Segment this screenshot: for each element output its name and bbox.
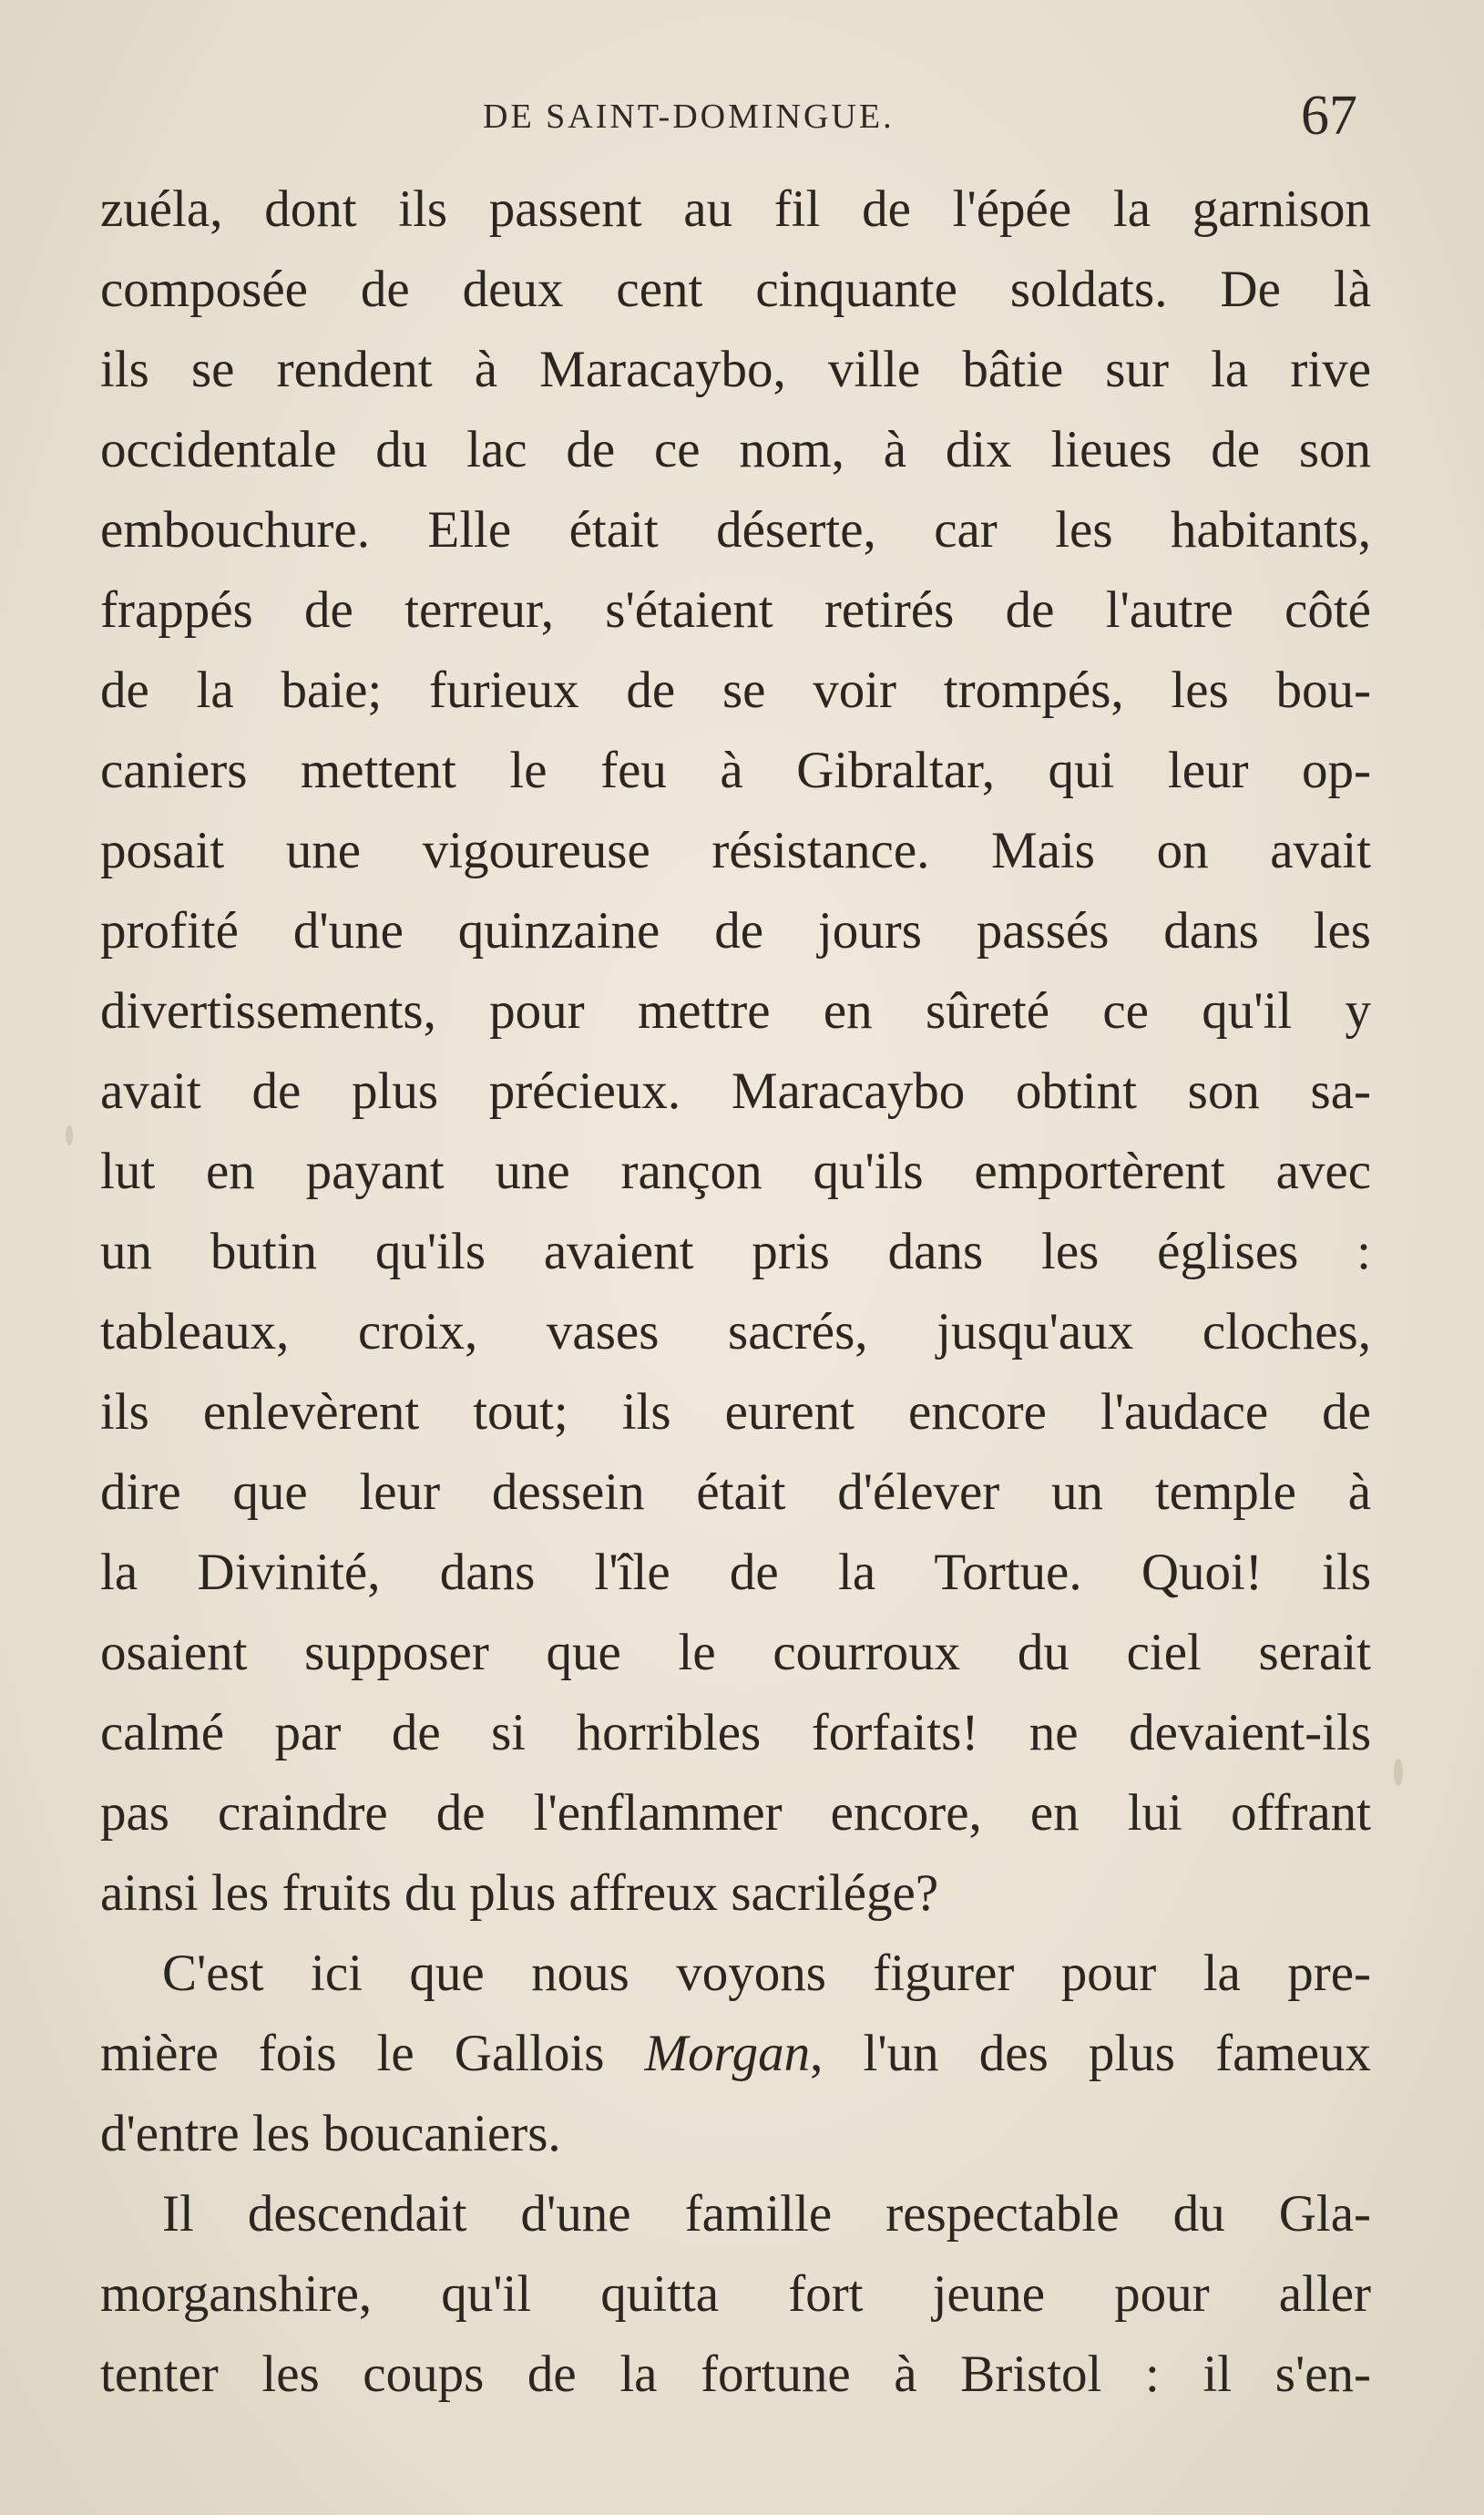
text-line: lut en payant une rançon qu'ils emportèrent avec [100, 1143, 1371, 1200]
text-line: caniers mettent le feu à Gibraltar, qui leur op- [100, 742, 1371, 799]
text-line: pas craindre de l'enflammer encore, en lui offrant [100, 1784, 1371, 1842]
text-line: tableaux, croix, vases sacrés, jusqu'aux cloches, [100, 1303, 1371, 1360]
paragraph-2 [100, 1934, 1371, 2174]
text-line: posait une vigoureuse résistance. Mais on avait [100, 822, 1371, 879]
text-line: de la baie; furieux de se voir trompés, les bou- [100, 662, 1371, 719]
text-line: la Divinité, dans l'île de la Tortue. Quoi! ils [100, 1544, 1371, 1601]
text-line: Il descendait d'une famille respectable du Gla- [162, 2185, 1371, 2243]
text-run: mière fois le Gallois [100, 2025, 645, 2082]
italic-name: Morgan [644, 2025, 811, 2082]
text-line: embouchure. Elle était déserte, car les habitants, [100, 501, 1371, 559]
page-number: 67 [1301, 85, 1357, 147]
text-line: zuéla, dont ils passent au fil de l'épée la garnison [100, 180, 1371, 238]
text-line: osaient supposer que le courroux du ciel serait [100, 1624, 1371, 1681]
text-line: un butin qu'ils avaient pris dans les églises : [100, 1223, 1371, 1280]
body-text [100, 169, 1371, 2415]
text-line: composée de deux cent cinquante soldats. De là [100, 261, 1371, 318]
text-line: avait de plus précieux. Maracaybo obtint son sa- [100, 1062, 1371, 1120]
text-line: dire que leur dessein était d'élever un temple à [100, 1463, 1371, 1521]
text-run: , l'un des plus fameux [810, 2025, 1371, 2082]
text-line: morganshire, qu'il quitta fort jeune pour aller [100, 2265, 1371, 2323]
text-line: occidentale du lac de ce nom, à dix lieues de son [100, 421, 1371, 478]
paper-stain [1394, 1759, 1403, 1786]
paper-stain [66, 1125, 73, 1145]
text-line: ils se rendent à Maracaybo, ville bâtie sur la rive [100, 341, 1371, 398]
page-header [100, 84, 1376, 157]
text-line [100, 2014, 1371, 2094]
text-line: frappés de terreur, s'étaient retirés de l'autre côté [100, 581, 1371, 639]
paragraph-3 [100, 2174, 1371, 2415]
text-line: ainsi les fruits du plus affreux sacrilége? [100, 1864, 939, 1922]
text-line: divertissements, pour mettre en sûreté ce qu'il y [100, 982, 1371, 1040]
paragraph-1 [100, 169, 1371, 1934]
text-line: C'est ici que nous voyons figurer pour la pre- [162, 1945, 1371, 2002]
running-head: DE SAINT-DOMINGUE. [483, 98, 895, 136]
text-line: tenter les coups de la fortune à Bristol : il s'en- [100, 2346, 1371, 2403]
text-line: profité d'une quinzaine de jours passés dans les [100, 902, 1371, 960]
text-line: ils enlevèrent tout; ils eurent encore l'audace de [100, 1383, 1371, 1441]
text-line: d'entre les boucaniers. [100, 2105, 561, 2162]
text-line: calmé par de si horribles forfaits! ne devaient-ils [100, 1704, 1371, 1761]
